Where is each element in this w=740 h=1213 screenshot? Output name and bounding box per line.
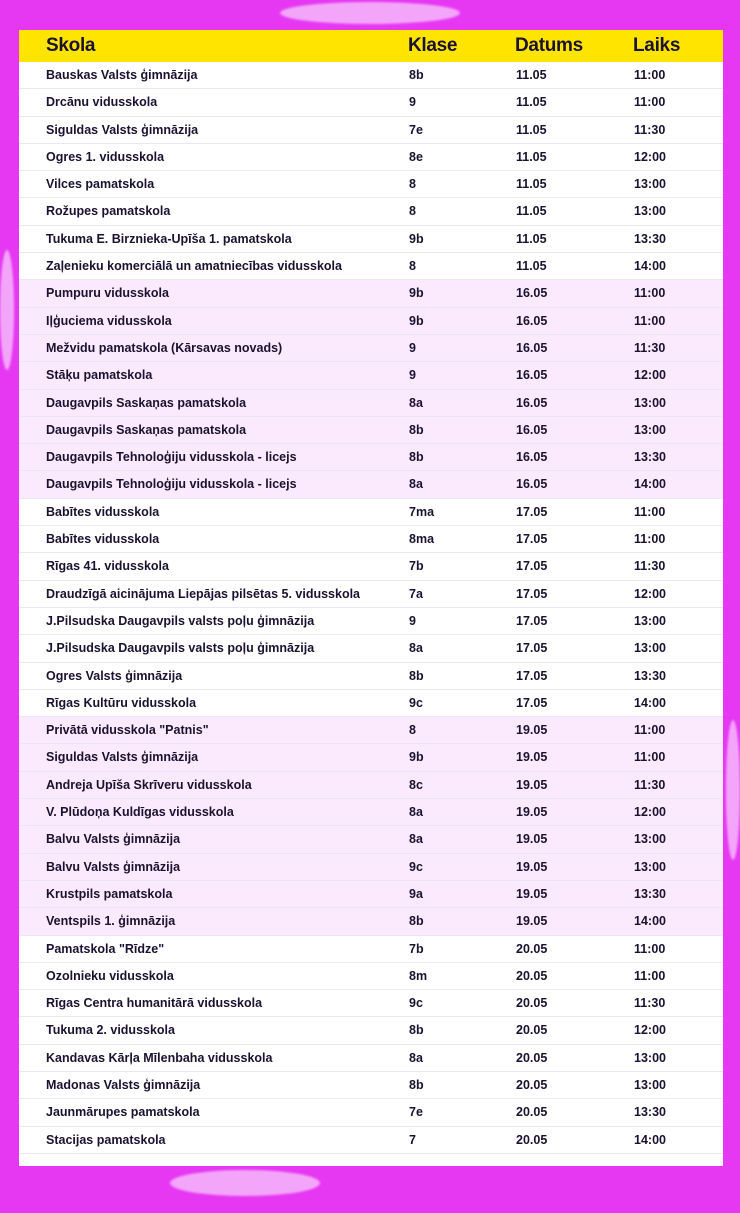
cell-class: 9 — [409, 368, 416, 383]
cell-date: 16.05 — [516, 368, 548, 383]
cell-class: 8m — [409, 968, 428, 983]
cell-class: 8b — [409, 668, 424, 683]
table-row — [19, 198, 723, 225]
table-row — [19, 690, 723, 717]
cell-class: 7e — [409, 122, 423, 137]
cell-class: 7e — [409, 1105, 423, 1120]
table-row — [19, 1045, 723, 1072]
cell-class: 8ma — [409, 532, 435, 547]
cell-class: 8a — [409, 805, 423, 820]
cell-school: Privātā vidusskola "Patnis" — [46, 723, 209, 738]
cell-date: 17.05 — [516, 641, 548, 656]
cell-time: 11:30 — [634, 559, 666, 574]
cell-school: Daugavpils Saskaņas pamatskola — [46, 395, 247, 410]
cell-class: 7ma — [409, 504, 435, 519]
cell-school: Zaļenieku komerciālā un amatniecības vidusskola — [46, 259, 342, 274]
cell-school: Madonas Valsts ģimnāzija — [46, 1077, 201, 1092]
cell-time: 13:00 — [634, 204, 666, 219]
table-row — [19, 62, 723, 89]
header-date: Datums — [515, 35, 583, 56]
table-row — [19, 1099, 723, 1126]
cell-time: 14:00 — [634, 914, 666, 929]
cell-class: 9a — [409, 886, 423, 901]
table-row — [19, 1017, 723, 1044]
table-row — [19, 826, 723, 853]
table-body — [19, 62, 723, 1154]
cell-time: 13:30 — [634, 886, 666, 901]
cell-class: 9b — [409, 231, 424, 246]
header-school: Skola — [46, 35, 96, 56]
cell-time: 11:00 — [634, 750, 666, 765]
table-row — [19, 499, 723, 526]
cell-school: Rīgas 41. vidusskola — [46, 559, 169, 574]
cell-class: 8a — [409, 832, 423, 847]
cell-date: 17.05 — [516, 532, 548, 547]
cell-date: 19.05 — [516, 777, 548, 792]
cell-school: Stacijas pamatskola — [46, 1132, 166, 1147]
cell-class: 8 — [409, 204, 416, 219]
cell-date: 20.05 — [516, 1132, 548, 1147]
cell-time: 11:00 — [634, 286, 666, 301]
cell-school: Iļģuciema vidusskola — [46, 313, 172, 328]
cell-time: 12:00 — [634, 1023, 666, 1038]
cell-time: 13:00 — [634, 859, 666, 874]
table-row — [19, 936, 723, 963]
cell-date: 20.05 — [516, 1077, 548, 1092]
cell-time: 13:00 — [634, 177, 666, 192]
cell-time: 13:30 — [634, 1105, 666, 1120]
cell-school: Stāķu pamatskola — [46, 368, 153, 383]
table-row — [19, 990, 723, 1017]
cell-time: 13:30 — [634, 231, 666, 246]
cell-date: 17.05 — [516, 695, 548, 710]
cell-class: 8b — [409, 1077, 424, 1092]
table-row — [19, 444, 723, 471]
cell-time: 11:00 — [634, 968, 666, 983]
cell-date: 16.05 — [516, 340, 548, 355]
cell-date: 19.05 — [516, 750, 548, 765]
header-class: Klase — [408, 35, 458, 56]
cell-school: Tukuma 2. vidusskola — [46, 1023, 175, 1038]
cell-date: 17.05 — [516, 559, 548, 574]
cell-class: 7a — [409, 586, 423, 601]
cell-time: 11:30 — [634, 340, 666, 355]
cell-school: Pumpuru vidusskola — [46, 286, 169, 301]
cell-class: 8b — [409, 914, 424, 929]
cell-school: Balvu Valsts ģimnāzija — [46, 832, 181, 847]
cell-school: Ogres Valsts ģimnāzija — [46, 668, 183, 683]
cell-class: 9 — [409, 613, 416, 628]
cell-time: 11:30 — [634, 122, 666, 137]
table-row — [19, 635, 723, 662]
cell-class: 8a — [409, 641, 423, 656]
cell-date: 20.05 — [516, 941, 548, 956]
cell-school: Bauskas Valsts ģimnāzija — [46, 68, 198, 82]
table-row — [19, 253, 723, 280]
cell-school: Babītes vidusskola — [46, 504, 160, 519]
cell-date: 11.05 — [516, 149, 547, 164]
cell-class: 9 — [409, 95, 416, 110]
cell-class: 9c — [409, 695, 423, 710]
cell-time: 13:00 — [634, 613, 666, 628]
cell-class: 8 — [409, 177, 416, 192]
cell-class: 8b — [409, 450, 424, 465]
cell-class: 8a — [409, 477, 423, 492]
table-row — [19, 799, 723, 826]
table-row — [19, 417, 723, 444]
table-row — [19, 390, 723, 417]
cell-time: 13:00 — [634, 422, 666, 437]
cell-date: 20.05 — [516, 1023, 548, 1038]
cell-time: 14:00 — [634, 1132, 666, 1147]
cell-school: Rīgas Kultūru vidusskola — [46, 695, 197, 710]
cell-school: Babītes vidusskola — [46, 532, 160, 547]
cell-time: 11:30 — [634, 996, 666, 1011]
table-row — [19, 772, 723, 799]
cell-time: 12:00 — [634, 805, 666, 820]
cell-class: 8b — [409, 1023, 424, 1038]
cell-date: 20.05 — [516, 1050, 548, 1065]
cell-school: Drcānu vidusskola — [46, 95, 158, 110]
cell-time: 13:00 — [634, 641, 666, 656]
cell-class: 7 — [409, 1132, 416, 1147]
cell-date: 19.05 — [516, 886, 548, 901]
cell-date: 19.05 — [516, 859, 548, 874]
cell-time: 11:00 — [634, 504, 666, 519]
cell-class: 8a — [409, 395, 423, 410]
cell-date: 11.05 — [516, 259, 547, 274]
table-row — [19, 471, 723, 498]
table-row — [19, 280, 723, 307]
table-row — [19, 908, 723, 935]
cell-time: 13:00 — [634, 1050, 666, 1065]
table-row — [19, 171, 723, 198]
cell-class: 9c — [409, 859, 423, 874]
cell-date: 17.05 — [516, 504, 548, 519]
cell-school: J.Pilsudska Daugavpils valsts poļu ģimnāzija — [46, 641, 315, 656]
cell-class: 9 — [409, 340, 416, 355]
table-row — [19, 1127, 723, 1154]
schedule-table — [19, 30, 723, 1166]
cell-time: 11:00 — [634, 941, 666, 956]
cell-date: 16.05 — [516, 286, 548, 301]
cell-date: 11.05 — [516, 177, 547, 192]
cell-time: 13:30 — [634, 668, 666, 683]
table-row — [19, 308, 723, 335]
paint-splatter-bottom — [170, 1170, 320, 1196]
table-row — [19, 581, 723, 608]
cell-school: Jaunmārupes pamatskola — [46, 1105, 200, 1120]
cell-time: 13:00 — [634, 395, 666, 410]
cell-school: Ventspils 1. ģimnāzija — [46, 914, 176, 929]
cell-date: 16.05 — [516, 422, 548, 437]
cell-school: V. Plūdoņa Kuldīgas vidusskola — [46, 805, 234, 820]
cell-class: 9b — [409, 750, 424, 765]
cell-date: 16.05 — [516, 395, 548, 410]
cell-time: 11:00 — [634, 313, 666, 328]
cell-class: 7b — [409, 559, 424, 574]
paint-splatter-top — [280, 2, 460, 24]
cell-time: 13:30 — [634, 450, 666, 465]
cell-time: 11:30 — [634, 777, 666, 792]
cell-school: Siguldas Valsts ģimnāzija — [46, 122, 199, 137]
cell-date: 17.05 — [516, 613, 548, 628]
cell-class: 8e — [409, 149, 423, 164]
cell-date: 17.05 — [516, 586, 548, 601]
table-row — [19, 117, 723, 144]
table-row — [19, 553, 723, 580]
cell-date: 19.05 — [516, 723, 548, 738]
cell-time: 11:00 — [634, 532, 666, 547]
cell-school: Pamatskola "Rīdze" — [46, 941, 165, 956]
cell-date: 20.05 — [516, 1105, 548, 1120]
table-row — [19, 1072, 723, 1099]
cell-date: 11.05 — [516, 68, 547, 82]
cell-class: 8c — [409, 777, 423, 792]
cell-time: 12:00 — [634, 586, 666, 601]
cell-class: 8b — [409, 422, 424, 437]
cell-school: Kandavas Kārļa Mīlenbaha vidusskola — [46, 1050, 273, 1065]
cell-school: Balvu Valsts ģimnāzija — [46, 859, 181, 874]
table-row — [19, 744, 723, 771]
cell-school: Mežvidu pamatskola (Kārsavas novads) — [46, 340, 283, 355]
cell-time: 14:00 — [634, 695, 666, 710]
cell-school: Krustpils pamatskola — [46, 886, 173, 901]
cell-time: 13:00 — [634, 832, 666, 847]
cell-time: 12:00 — [634, 149, 666, 164]
cell-school: Ogres 1. vidusskola — [46, 149, 165, 164]
cell-class: 8 — [409, 259, 416, 274]
cell-date: 16.05 — [516, 313, 548, 328]
cell-school: Draudzīgā aicinājuma Liepājas pilsētas 5. vidusskola — [46, 586, 361, 601]
cell-time: 11:00 — [634, 723, 666, 738]
cell-time: 13:00 — [634, 1077, 666, 1092]
cell-date: 20.05 — [516, 968, 548, 983]
cell-school: Rīgas Centra humanitārā vidusskola — [46, 996, 263, 1011]
table-row — [19, 362, 723, 389]
cell-school: Rožupes pamatskola — [46, 204, 171, 219]
header-time: Laiks — [633, 35, 681, 56]
cell-class: 9b — [409, 286, 424, 301]
table-row — [19, 226, 723, 253]
table-row — [19, 663, 723, 690]
table-row — [19, 854, 723, 881]
table-row — [19, 717, 723, 744]
cell-date: 11.05 — [516, 231, 547, 246]
cell-date: 19.05 — [516, 832, 548, 847]
cell-class: 8b — [409, 68, 424, 82]
cell-school: Siguldas Valsts ģimnāzija — [46, 750, 199, 765]
cell-time: 14:00 — [634, 477, 666, 492]
cell-class: 7b — [409, 941, 424, 956]
cell-date: 16.05 — [516, 477, 548, 492]
cell-date: 19.05 — [516, 914, 548, 929]
cell-class: 8 — [409, 723, 416, 738]
cell-class: 8a — [409, 1050, 423, 1065]
cell-date: 11.05 — [516, 95, 547, 110]
table-row — [19, 89, 723, 116]
table-row — [19, 963, 723, 990]
cell-class: 9c — [409, 996, 423, 1011]
cell-school: Andreja Upīša Skrīveru vidusskola — [46, 777, 252, 792]
cell-school: Daugavpils Tehnoloģiju vidusskola - licejs — [46, 450, 297, 465]
cell-time: 11:00 — [634, 68, 666, 82]
cell-date: 11.05 — [516, 122, 547, 137]
cell-date: 20.05 — [516, 996, 548, 1011]
cell-school: Daugavpils Tehnoloģiju vidusskola - licejs — [46, 477, 297, 492]
cell-time: 11:00 — [634, 95, 666, 110]
cell-date: 19.05 — [516, 805, 548, 820]
cell-date: 16.05 — [516, 450, 548, 465]
cell-date: 17.05 — [516, 668, 548, 683]
table-row — [19, 881, 723, 908]
cell-date: 11.05 — [516, 204, 547, 219]
cell-school: Daugavpils Saskaņas pamatskola — [46, 422, 247, 437]
paint-splatter-right — [726, 720, 740, 860]
cell-time: 14:00 — [634, 259, 666, 274]
cell-school: J.Pilsudska Daugavpils valsts poļu ģimnāzija — [46, 613, 315, 628]
cell-school: Vilces pamatskola — [46, 177, 155, 192]
paint-splatter-left — [0, 250, 14, 370]
cell-school: Ozolnieku vidusskola — [46, 968, 174, 983]
cell-time: 12:00 — [634, 368, 666, 383]
table-row — [19, 335, 723, 362]
table-row — [19, 144, 723, 171]
table-row — [19, 608, 723, 635]
table-row — [19, 526, 723, 553]
cell-class: 9b — [409, 313, 424, 328]
table-header — [19, 30, 723, 62]
cell-school: Tukuma E. Birznieka-Upīša 1. pamatskola — [46, 231, 292, 246]
